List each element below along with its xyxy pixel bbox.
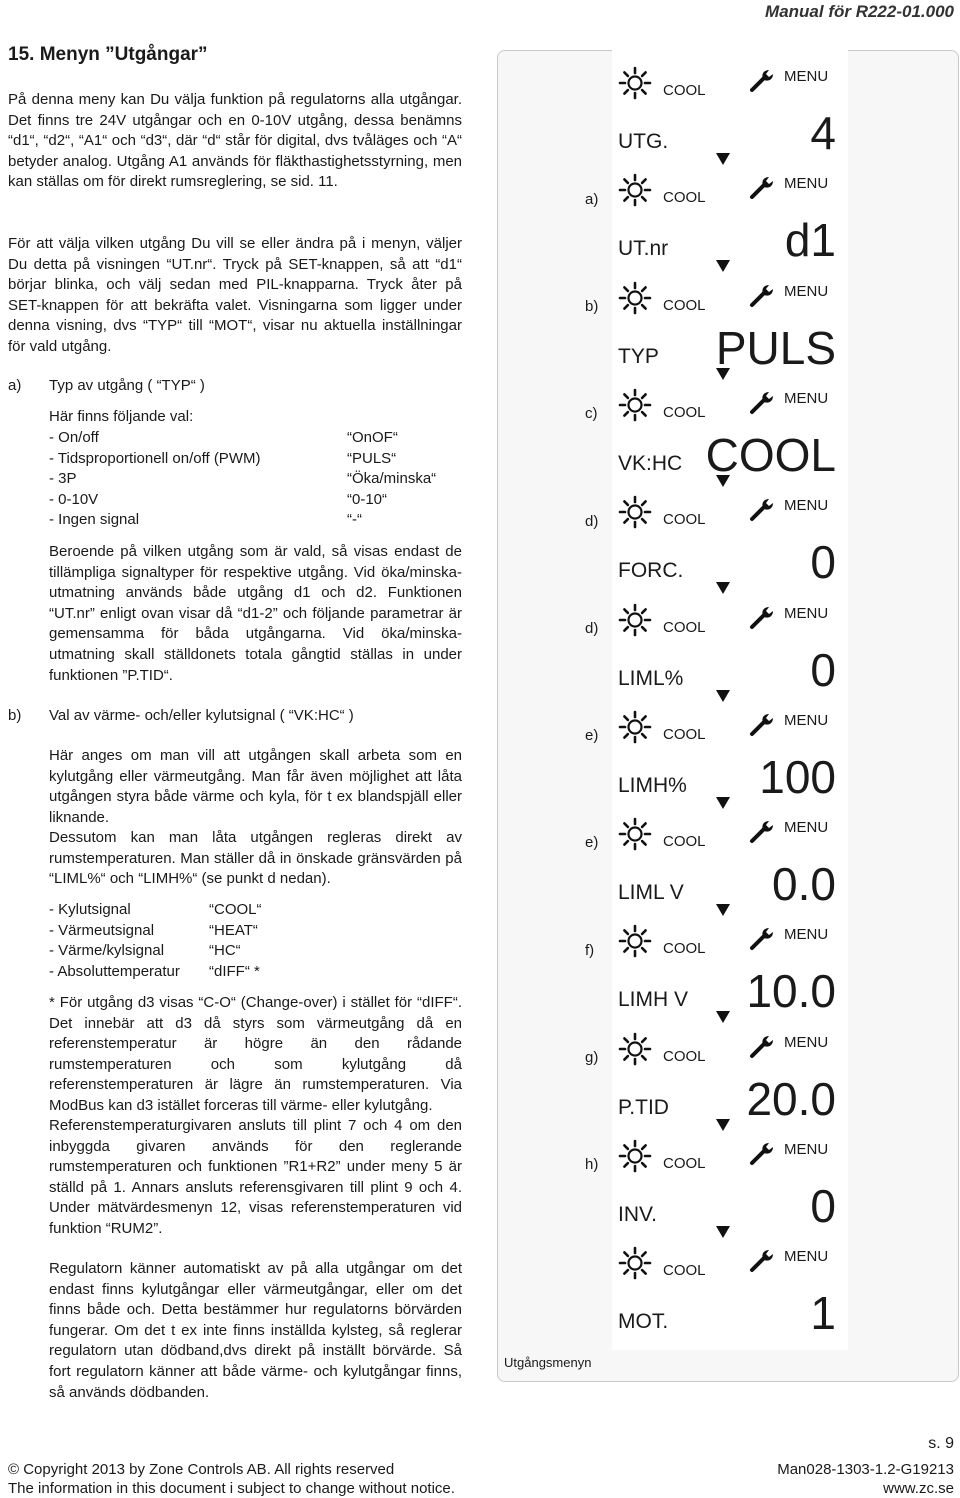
menu-indicator: MENU — [784, 1141, 829, 1158]
section-marker: d) — [585, 619, 599, 637]
item-a-options — [49, 428, 469, 538]
cool-indicator: COOL — [663, 725, 706, 743]
option-name: - 0-10V — [49, 490, 99, 508]
item-a-body: Beroende på vilken utgång som är vald, så visas endast de tillämpliga signaltyper för respektive utgång. Vid öka/minska-utmatning används både utgång d1 och d2. Funktionen “UT.nr” enligt ovan visar då “d1-2” och följande parametrar är gemensamma för båda utgångarna. Vid öka/minska-utmatning skall ställdonets totala gångtid ställas in under funktionen ”P.TID“. — [49, 543, 462, 684]
cool-indicator: COOL — [663, 189, 706, 207]
sun-icon — [618, 388, 652, 427]
wrench-icon — [749, 926, 779, 957]
lcd-screen — [612, 918, 848, 1025]
option-code: “COOL“ — [209, 901, 262, 918]
sun-icon — [618, 1032, 652, 1071]
item-b-body-3: Referenstemperaturgivaren ansluts till plint 7 och 4 om den inbyggda givaren används för den reglerande rumstemperaturen och funktionen ”R1+R2” under meny 5 är ställd på 1. Annars ansluts referensgivaren till plint 9 och 4. Under mätvärdesmenyn 12, visas referenstemperaturen vid funktion “RUM2”. — [49, 1117, 462, 1237]
arrow-down-icon — [716, 260, 730, 272]
item-b-heading: Val av värme- och/eller kylutsignal ( “VK:HC“ ) — [49, 707, 354, 724]
cool-indicator: COOL — [663, 1262, 706, 1280]
menu-indicator: MENU — [784, 711, 829, 729]
wrench-icon — [749, 497, 779, 528]
sun-icon — [618, 817, 652, 856]
sun-icon — [618, 924, 652, 963]
menu-indicator: MENU — [784, 926, 829, 944]
option-name: - Värmeutsignal — [49, 921, 155, 939]
menu-indicator: MENU — [784, 389, 829, 407]
notice-text: The information in this document i subject to change without notice. — [8, 1480, 455, 1497]
screen-label: TYP — [618, 344, 659, 368]
screen-value: COOL — [705, 428, 836, 481]
screen-value: 10.0 — [746, 965, 836, 1018]
screen-label: UT.nr — [618, 237, 669, 261]
lcd-screen — [612, 1133, 848, 1240]
option-code: “-“ — [347, 511, 362, 529]
item-a-choices-intro: Här finns följande val: — [49, 408, 194, 425]
option-name: - Ingen signal — [49, 511, 140, 529]
screen-value: 1 — [810, 1287, 836, 1340]
arrow-down-icon — [716, 1226, 730, 1238]
menu-indicator: MENU — [784, 1248, 829, 1266]
screen-label: LIMH% — [618, 773, 687, 797]
screen-label: MOT. — [618, 1310, 669, 1334]
menu-indicator: MENU — [784, 819, 829, 837]
screen-label: INV. — [618, 1203, 657, 1226]
wrench-icon — [749, 1248, 779, 1279]
section-marker: e) — [585, 727, 599, 745]
lcd-screen — [612, 1026, 848, 1133]
copyright-text: © Copyright 2013 by Zone Controls AB. All rights reserved — [8, 1461, 395, 1478]
footer-left — [8, 1460, 455, 1498]
cool-indicator: COOL — [663, 618, 706, 636]
screen-label: LIML V — [618, 881, 684, 905]
lcd-screen — [612, 704, 848, 811]
option-name: - Värme/kylsignal — [49, 942, 165, 960]
item-a-marker: a) — [8, 377, 22, 394]
arrow-down-icon — [716, 690, 730, 702]
lcd-screen — [612, 597, 848, 704]
intro-paragraph-2: För att välja vilken utgång Du vill se eller ändra på i menyn, väljer Du detta på visningen “UT.nr“. Tryck på SET-knappen, så att “d1“ börjar blinka, och välj sedan med PIL-knapparna. Tryck åter på SET-knappen för att bekräfta valet. Visningarna som ligger under denna visning, dvs “TYP“ till “MOT“, visar nu aktuella inställningar för vald utgång. — [8, 235, 462, 355]
screen-label: P.TID — [618, 1095, 669, 1119]
lcd-screen — [612, 382, 848, 489]
wrench-icon — [749, 605, 779, 636]
cool-indicator: COOL — [663, 833, 706, 851]
item-b-options — [49, 900, 469, 988]
item-b-body-2: Dessutom kan man låta utgången regleras direkt av rumstemperaturen. Man ställer då in önskade gränsvärden på “LIML%“ och “LIMH%“ (se punkt d nedan). — [49, 829, 462, 888]
menu-indicator: MENU — [784, 68, 829, 85]
arrow-down-icon — [716, 582, 730, 594]
wrench-icon — [749, 819, 779, 850]
lcd-screen — [612, 167, 848, 274]
arrow-down-icon — [716, 1011, 730, 1023]
sun-icon — [618, 66, 652, 105]
arrow-down-icon — [716, 368, 730, 380]
screen-value: d1 — [784, 214, 836, 267]
lcd-screen — [612, 60, 848, 167]
arrow-down-icon — [716, 1119, 730, 1131]
screen-value: 0.0 — [772, 858, 836, 911]
option-code: “PULS“ — [347, 449, 397, 467]
section-title: 15. Menyn ”Utgångar” — [8, 44, 208, 65]
cool-indicator: COOL — [663, 82, 706, 99]
menu-indicator: MENU — [784, 604, 829, 622]
cool-indicator: COOL — [663, 940, 706, 958]
screen-value: 0 — [810, 643, 836, 696]
menu-indicator: MENU — [784, 1033, 829, 1051]
website-link[interactable]: www.zc.se — [883, 1480, 954, 1497]
screen-value: 100 — [759, 750, 836, 803]
sun-icon — [618, 1246, 652, 1285]
cool-indicator: COOL — [663, 511, 706, 529]
menu-indicator: MENU — [784, 282, 829, 300]
item-b-body-4: Regulatorn känner automatiskt av på alla utgångar om det endast finns kylutgångar eller värmeutgångar, eller om det finns både och. Detta bestämmer hur regulatorns börvärden fungerar. Om det t ex inte finns inställda kylsteg, så reglerar regulatorn utan dödband,dvs direkt på inställt börvärde. Så fort regulatorn känner att både värme- och kylutgångar finns, så används dödbanden. — [49, 1260, 462, 1401]
option-name: - Tidsproportionell on/off (PWM) — [49, 449, 261, 467]
sun-icon — [618, 495, 652, 534]
section-marker: h) — [585, 1156, 599, 1174]
screen-value: 0 — [810, 536, 836, 589]
intro-paragraph-1: På denna meny kan Du välja funktion på regulatorns alla utgångar. Det finns tre 24V utgångar och en 0-10V utgång, dessa benämns “d1“, “d2“, “A1“ och “d3“, där “d“ står för digital, dvs tvåläges och “A“ betyder analog. Utgång A1 används för fläkthastighetsstyrning, men kan ställas om för direkt rumsreglering, se sid. 11. — [8, 91, 462, 191]
sun-icon — [618, 173, 652, 212]
cool-indicator: COOL — [663, 1047, 706, 1065]
wrench-icon — [749, 283, 779, 314]
arrow-down-icon — [716, 475, 730, 487]
section-marker: f) — [585, 941, 595, 959]
option-code: “Öka/minska“ — [347, 470, 437, 488]
panel-caption: Utgångsmenyn — [504, 1355, 592, 1370]
lcd-screen — [612, 1240, 848, 1347]
section-marker: b) — [585, 297, 599, 315]
option-code: “0-10“ — [347, 490, 388, 508]
option-code: “HEAT“ — [209, 921, 258, 939]
option-code: “dIFF“ * — [209, 962, 260, 980]
section-marker: a) — [585, 190, 599, 208]
option-name: - Absoluttemperatur — [49, 962, 180, 980]
option-name: - On/off — [49, 429, 99, 446]
item-b-body-1: Här anges om man vill att utgången skall arbeta som en kylutgång eller värmeutgång. Man får även möjlighet att låta utgången styra både värme och kyla, för t ex blandspjäll eller liknande. — [49, 747, 462, 826]
sun-icon — [618, 1139, 652, 1178]
manual-title: Manual för R222-01.000 — [765, 2, 954, 21]
section-marker: c) — [585, 405, 598, 423]
page-number: s. 9 — [928, 1435, 954, 1452]
cool-indicator: COOL — [663, 296, 706, 314]
doc-id: Man028-1303-1.2-G19213 — [777, 1461, 954, 1478]
cool-indicator: COOL — [663, 403, 706, 421]
option-name: - 3P — [49, 470, 77, 488]
wrench-icon — [749, 1141, 779, 1172]
screen-label: LIMH V — [618, 988, 689, 1012]
option-name: - Kylutsignal — [49, 901, 131, 918]
wrench-icon — [749, 175, 779, 206]
menu-indicator: MENU — [784, 497, 829, 515]
item-a-heading: Typ av utgång ( “TYP“ ) — [49, 377, 205, 394]
arrow-down-icon — [716, 153, 730, 165]
cool-indicator: COOL — [663, 1155, 706, 1172]
section-marker: d) — [585, 512, 599, 530]
screen-value: PULS — [715, 321, 836, 374]
section-marker: g) — [585, 1049, 599, 1066]
lcd-screen — [612, 811, 848, 918]
section-marker: e) — [585, 834, 599, 852]
screen-label: FORC. — [618, 559, 684, 583]
screen-label: LIML% — [618, 666, 684, 690]
option-code: “HC“ — [209, 942, 241, 960]
lcd-screen — [612, 275, 848, 382]
arrow-down-icon — [716, 904, 730, 916]
footer-right — [777, 1460, 954, 1498]
arrow-down-icon — [716, 797, 730, 809]
sun-icon — [618, 603, 652, 642]
sun-icon — [618, 710, 652, 749]
menu-indicator: MENU — [784, 175, 829, 193]
wrench-icon — [749, 390, 779, 421]
screen-value: 20.0 — [746, 1072, 836, 1125]
lcd-screen — [612, 489, 848, 596]
option-code: “OnOF“ — [347, 429, 398, 446]
wrench-icon — [749, 68, 779, 99]
screen-value: 4 — [810, 107, 836, 159]
item-b-marker: b) — [8, 707, 22, 724]
screen-label: UTG. — [618, 130, 669, 153]
sun-icon — [618, 281, 652, 320]
wrench-icon — [749, 1034, 779, 1065]
item-b-note: * För utgång d3 visas “C-O“ (Change-over) i stället för “dIFF“. Det innebär att d3 då styrs som värmeutgång då en referenstemperatur är högre än den rådande rumstemperaturen och som kylutgång då referenstemperaturen är lägre än rumstemperaturen. Via ModBus kan d3 istället forceras till värme- eller kylutgång. — [49, 994, 462, 1114]
screen-value: 0 — [810, 1180, 836, 1232]
wrench-icon — [749, 712, 779, 743]
screen-label: VK:HC — [618, 451, 683, 475]
